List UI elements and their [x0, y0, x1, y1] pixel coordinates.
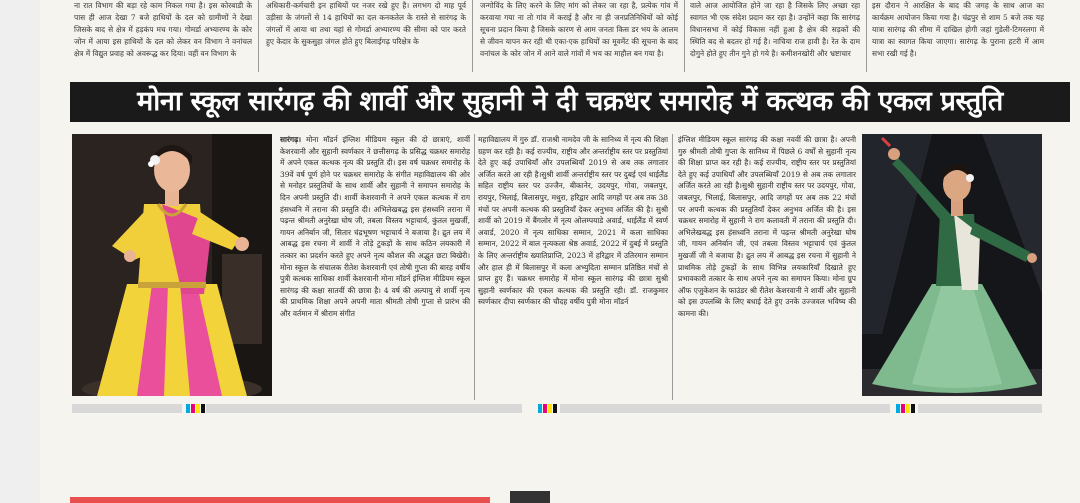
column-divider	[866, 0, 867, 72]
top-column-5	[872, 0, 1044, 72]
column-divider	[684, 0, 685, 72]
top-column-2-text: अधिकारी-कर्मचारी इन हाथियों पर नजर रखे हुए है। लगभग दो माह पूर्व उड़ीसा के जंगलों से 14 हाथियों का दल कनकतेल के रास्ते से सारंगढ़ के जंगलों में आया था तथा यहां से गोमर्डा अभ्यारण्य की सीमा को पार करते हुए केदार के सुकसुहा जंगल होते हुए बिलाईगढ़ परिक्षेत्र के	[266, 1, 466, 46]
print-strip	[918, 404, 1042, 413]
article-column-2-text: महाविद्यालय में गुरु डॉ. राजश्री नामदेव जी के सानिध्य में नृत्य की शिक्षा ग्रहण कर रही है। कई राज्यीय, राष्ट्रीय और अन्तर्राष्ट्रीय स्तर पर प्रस्तुतियां देते हुए कई उपाधियाँ और उपलब्धियाँ 2019 से अब तक लगातार अर्जित करते आ रही है।सुश्री शार्वी अन्तर्राष्ट्रीय स्तर पर दुबई एवं थाईलैंड सहित राष्ट्रीय स्तर पर उज्जैन, बीकानेर, उदयपुर, गोवा, जबलपुर, रायपुर, भिलाई, बिलासपुर, मथुरा, हरिद्वार आदि जगहों पर अब तक 38 मंचों पर अपनी कत्थक की प्रस्तुतियाँ देकर अनुभव अर्जित की है। सुश्री शार्वी को 2019 में बैंगलोर में नृत्य ओलम्पयाडे अवार्ड, थाईलैंड में स्वर्ण अवार्ड, 2020 में नृत्य साधिका सम्मान, 2021 में कला साधिका सम्मान, 2022 में बाल नृत्यकला श्रेष्ठ अवार्ड, 2022 में दुबई में प्रस्तुति के लिए अन्तर्राष्ट्रीय ख्यातिप्राप्ति, 2023 में हरिद्वार में उतिरमान सम्मान और हाल ही में बिलासपुर में कला अभ्युदिता सम्मान प्रतिष्ठित मंचों से प्राप्त हुए हैं। चक्रधर समारोह में मोना स्कूल सारंगढ़ की छात्रा सुश्री सुहानी स्वर्णकार की एकल कत्थक की प्रस्तुति रही। डॉ. राजकुमार स्वर्णकार दीपा स्वर्णकार की चौदह वर्षीय पुत्री मोना मॉडर्न	[478, 135, 668, 307]
reg-magenta	[191, 404, 195, 413]
article-column-3-text: इंग्लिश मीडियम स्कूल सारंगढ़ की कक्षा नववीं की छात्रा है। अपनी गुरु श्रीमती तोषी गुप्ता के सानिध्य में पिछले 6 वर्षों से सुहानी नृत्य की शिक्षा प्राप्त कर रही है। कई राज्यीय, राष्ट्रीय स्तर पर प्रस्तुतियां देते हुए कई उपाधियाँ और उपलब्धियाँ 2019 से अब तक लगातार अर्जित करते आ रही है।सुश्री सुहानी राष्ट्रीय स्तर पर उदयपुर, गोवा, जबलपुर, भिलाई, बिलासपुर, आदि जगहों पर अब तक 22 मंचों पर अपनी कत्थक की प्रस्तुतियाँ देकर अनुभव अर्जित की है। इस चक्रधर समारोह में सुहानी ने राग कलावती में तराना की प्रस्तुति दी। अभिलेखबद्ध इस हंसध्वनि तराना में पढ़न्त श्रीमती अनुरेखा घोष जी, गायन अनिर्बान जी, एवं तबला विस्तव भट्टाचार्य एवं कुंतल मुखर्जी जी ने बजाया है। द्रुत लय में आबद्ध इस रचना में सुहानी ने प्राथमिक तोड़े टुकड़ों के साथ विभिन्न लयकारियाँ दिखाते हुए प्रभावकारी तत्कार के साथ अपने नृत्य का समापन किया। मोना ग्रुप ऑफ एजुकेशन के फाउंडर श्री रीतेश केशरवानी ने शार्वी और सुहानी को इस उपलब्धि के लिए बधाई देते हुए उनके उज्जवल भविष्य की कामना की।	[678, 135, 856, 318]
article-column-1	[280, 134, 470, 400]
reg-cyan	[186, 404, 190, 413]
column-divider	[672, 134, 673, 400]
reg-yellow	[196, 404, 200, 413]
registration-mark	[538, 404, 557, 413]
column-divider	[472, 0, 473, 72]
top-column-4-text: वाले आज आयोजित होने जा रहा है जिसके लिए अच्छा रहा स्वागत भी एक संदेश प्रदान कर रहा है। उन्होंने कहा कि सारंगढ़ विधानसभा में कोई विकास नहीं हुआ है क्षेत्र की सड़कों की स्थिति बद से बदतर हो गई है। नाचिया राज हावी है। रेत के दाम दोगुने होते हुए तीन गुने हो गये है। कमीशनखोरी और भ्रष्टाचार	[690, 1, 860, 58]
top-column-3	[480, 0, 678, 72]
dateline: सारंगढ़।	[280, 135, 302, 144]
reg-yellow	[548, 404, 552, 413]
next-headline-bar	[70, 497, 490, 503]
reg-yellow	[906, 404, 910, 413]
reg-magenta	[901, 404, 905, 413]
reg-black	[201, 404, 205, 413]
top-column-1	[74, 0, 252, 72]
top-column-5-text: इस दौरान ने आरक्षित के बाद की जगह के साथ आज का कार्यक्रम आयोजन किया गया है। चंद्रपुर से शाम 5 बजे तक यह यात्रा सारंगढ़ की सीमा में दाखिल होगी जहां गुडेली-टिमरलगा में यात्रा का स्वागत किया जाएगा। सारंगढ़ के पुराना हटरी में आम सभा रखी गई है।	[872, 1, 1044, 58]
reg-cyan	[896, 404, 900, 413]
column-divider	[258, 0, 259, 72]
top-column-3-text: जन्गोविंद के लिए करने के लिए मांग को लेकर जा रहा है, प्रत्येक गांव में करवाया गया ना तो गांव में कराई है और ना ही जनप्रतिनिधियों को कोई सूचना प्रदान किया है जिसके कारण से आम जनता किस डर भय के आलम से जीवन यापन कर रही थी एका-एक हाथियों का मूवमेंट की सूचना के बाद वनांचल के कोर जोन में आने वाले गांवों में भय का माहौल बन गया है।	[480, 1, 678, 58]
reg-black	[553, 404, 557, 413]
headline: मोना स्कूल सारंगढ़ की शार्वी और सुहानी ने दी चक्रधर समारोह में कत्थक की एकल प्रस्तुति	[70, 82, 1070, 122]
column-divider	[474, 134, 475, 400]
top-column-1-text: ना रात विभाग की बड़ा रहे काम निकल गया है। इस कोरबाडी के पास ही आज देखा 7 बजे हाथियों के दल को ग्रामीणों ने देखा जिसके बाद से क्षेत्र में हड़कंप मच गया। गोमर्डा अभ्यारण्य के कोर जोन में आया इस हाथियों के दल को लेकर वन विभाग ने वनांचल क्षेत्र में विद्युत प्रवाह को अवरूद्ध कर दिया। वहीं वन विभाग के	[74, 1, 252, 58]
registration-mark	[186, 404, 205, 413]
reg-magenta	[543, 404, 547, 413]
print-strip	[72, 404, 182, 413]
article-column-2	[478, 134, 668, 400]
print-strip	[206, 404, 522, 413]
next-headline-fragment	[510, 491, 550, 503]
article-column-1-text: मोना मॉडर्न इंग्लिश मीडियम स्कूल की दो छात्राएं, शार्वी केशरवानी और सुहानी स्वर्णकार ने छत्तीसगढ़ के प्रसिद्ध चक्रधर समारोह में अपने एकल कत्थक नृत्य की प्रस्तुति दी। इस वर्ष चक्रधर समारोह के 39वें वर्ष पूर्ण होने पर चक्रधर समारोह के संगीत महाविद्यालय की ओर से मनोहर प्रस्तुतियों के साथ शार्वी और सुहानी ने समापन समारोह के दिन अपनी प्रस्तुति दी। शार्वी केशरवानी ने अपने एकल कत्थक में राग हंसध्वनि में तराना की प्रस्तुति दी। अभिलेखबद्ध इस हंसध्वनि तराना में पढ़न्त श्रीमती अनुरेखा घोष जी, तबला विस्तव भट्टाचार्य, कुंतल मुखर्जी, गायन अनिर्बान जी, सितार चंद्रभूषण भट्टाचार्य ने बजाया है। द्रुत लय में आबद्ध इस रचना में शार्वी ने तोड़े टुकड़ों के साथ कठिन लयकारी में तत्कार का प्रदर्शन करते हुए अपने नृत्य कौशल की अद्भुत छटा बिखेरी।मोना स्कूल के संचालक रीतेश केशरवानी एवं तोषी गुप्ता की बारह वर्षीय पुत्री कत्थक साधिका शार्वी केशरवानी मोना मॉडर्न इंग्लिश मीडियम स्कूल सारंगढ़ की कक्षा सातवीं की छात्रा है। 4 वर्ष की अल्पायु से शार्वी नृत्य की प्राथमिक शिक्षा अपने अपनी माता श्रीमती तोषी गुप्ता से प्रारंभ की और वर्तमान में श्रीराम संगीत	[280, 135, 470, 318]
print-strip	[560, 404, 890, 413]
reg-cyan	[538, 404, 542, 413]
newspaper-page	[40, 0, 1080, 503]
article-column-3	[678, 134, 856, 400]
dancer-photo-right	[862, 134, 1042, 396]
reg-black	[911, 404, 915, 413]
top-column-2	[266, 0, 466, 72]
dancer-photo-left	[72, 134, 272, 396]
registration-mark	[896, 404, 915, 413]
top-column-4	[690, 0, 860, 72]
